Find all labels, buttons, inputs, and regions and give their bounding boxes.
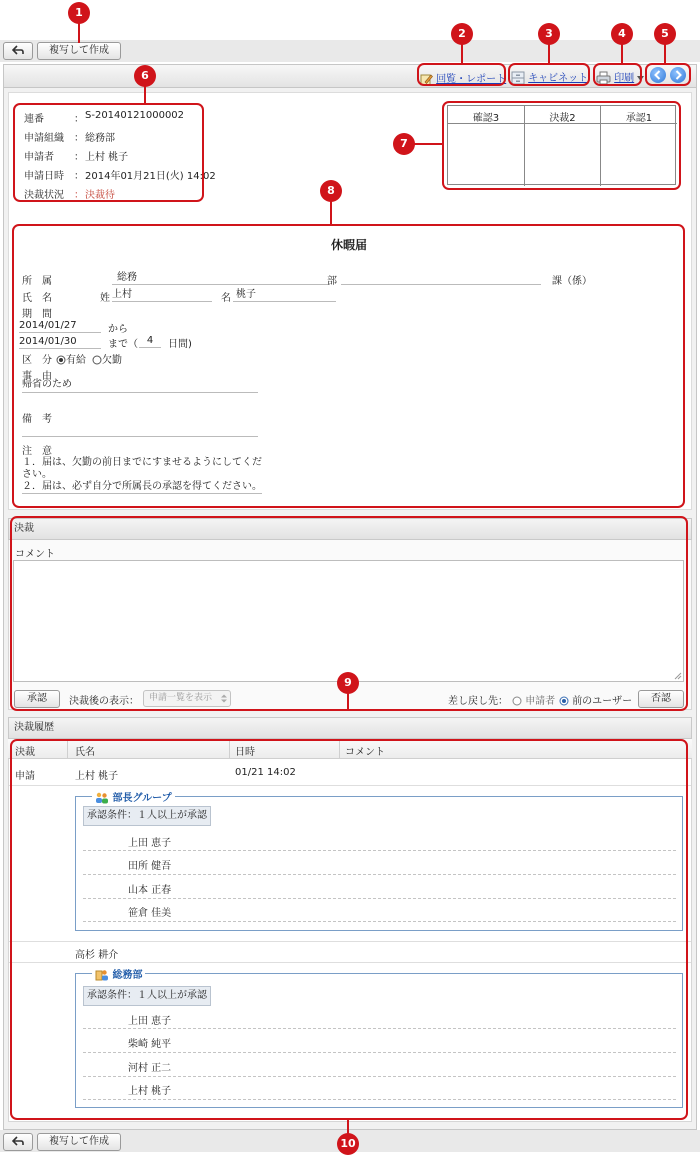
sei-field[interactable]: 上村 <box>112 288 212 302</box>
bu-label: 部 <box>327 276 337 287</box>
group-name-general-affairs: 総務部 <box>112 970 143 981</box>
member-name: 上田 恵子 <box>128 1016 172 1027</box>
name-label: 氏 名 <box>22 293 52 304</box>
info-colon: ： <box>74 152 84 163</box>
decision-header: 決裁 <box>8 518 692 540</box>
member-name: 上田 恵子 <box>128 838 172 849</box>
callout-7: 7 <box>393 133 415 155</box>
col-name: 氏名 <box>75 747 95 758</box>
annotation-box-6 <box>13 103 204 202</box>
callout-9: 9 <box>337 672 359 694</box>
approval-header-confirm3: 確認3 <box>472 113 500 124</box>
sei-label: 姓 <box>100 293 110 304</box>
annotation-box-10 <box>10 739 688 1120</box>
col-decision: 決裁 <box>15 747 35 758</box>
back-arrow-icon <box>12 45 24 55</box>
info-value-serial: S-20140121000002 <box>85 110 185 121</box>
group-name-manager: 部長グループ <box>112 793 172 804</box>
to-suffix: まで（ <box>108 339 138 350</box>
period-label: 期 間 <box>22 309 52 320</box>
annotation-box-8 <box>12 224 685 508</box>
member-name: 河村 正二 <box>128 1063 172 1074</box>
info-colon: ： <box>74 114 84 125</box>
annotation-box-7 <box>442 101 681 190</box>
back-arrow-icon <box>12 1136 24 1146</box>
callout-line-9 <box>347 693 349 711</box>
annotation-box-2 <box>417 63 506 86</box>
approval-header-decision2: 決裁2 <box>549 113 576 124</box>
callout-10: 10 <box>337 1133 359 1155</box>
callout-2: 2 <box>451 23 473 45</box>
return-to-label: 差し戻し先： <box>448 696 508 707</box>
ka-label: 課（係） <box>552 276 592 287</box>
callout-4: 4 <box>611 23 633 45</box>
callout-line-4 <box>621 43 623 64</box>
reason-label: 事 由 <box>22 371 52 382</box>
from-suffix: から <box>108 324 128 335</box>
dept-label: 所 属 <box>22 276 52 287</box>
callout-line-6 <box>144 85 146 104</box>
apply-datetime: 01/21 14:02 <box>235 767 296 778</box>
approve-button[interactable]: 承認 <box>14 690 60 708</box>
member-name: 上村 桃子 <box>128 1086 172 1097</box>
info-value-applicant: 上村 桃子 <box>85 152 129 163</box>
callout-line-3 <box>548 43 550 64</box>
reason-field[interactable]: 帰省のため <box>22 378 258 393</box>
print-label[interactable]: 印刷 <box>614 73 635 84</box>
reject-button[interactable]: 否認 <box>638 690 684 708</box>
info-label-datetime: 申請日時 <box>24 171 64 182</box>
annotation-box-4 <box>593 63 642 86</box>
type-paid-label: 有給 <box>66 355 86 366</box>
callout-8: 8 <box>320 180 342 202</box>
back-button[interactable] <box>3 42 33 60</box>
callout-line-2 <box>461 43 463 64</box>
member-name: 山本 正春 <box>128 885 172 896</box>
note-1: １．届は、欠勤の前日までにすませるようにしてください。 <box>22 457 262 480</box>
annotation-box-5 <box>645 63 691 86</box>
member-name: 笹倉 佳美 <box>128 908 172 919</box>
cabinet-label[interactable]: キャビネット <box>528 73 589 84</box>
back-button[interactable] <box>3 1133 33 1151</box>
from-date-field[interactable]: 2014/01/27 <box>19 319 101 333</box>
col-datetime: 日時 <box>235 747 255 758</box>
history-header: 決裁履歴 <box>8 717 692 739</box>
note-2: ２．届は、必ず自分で所属長の承認を得てください。 <box>22 481 262 492</box>
approver-name: 高杉 耕介 <box>75 950 119 961</box>
callout-line-7 <box>414 143 443 145</box>
info-label-applicant: 申請者 <box>24 152 54 163</box>
to-date-field[interactable]: 2014/01/30 <box>19 335 101 349</box>
mei-label: 名 <box>221 293 231 304</box>
circulate-report-label[interactable]: 回覧・レポート <box>436 74 507 85</box>
status-value: 決裁待 <box>85 190 115 201</box>
info-colon: ： <box>74 133 84 144</box>
approval-condition: 承認条件：１人以上が承認 <box>83 986 211 1006</box>
info-label-serial: 連番 <box>24 114 44 125</box>
dept-field[interactable]: 総務 <box>112 271 330 285</box>
return-prev-label: 前のユーザー <box>572 696 633 707</box>
remarks-label: 備 考 <box>22 414 52 425</box>
apply-type: 申請 <box>15 771 35 782</box>
info-colon: ： <box>74 171 84 182</box>
callout-6: 6 <box>134 65 156 87</box>
approval-condition: 承認条件：１人以上が承認 <box>83 806 211 826</box>
callout-line-8 <box>330 200 332 225</box>
callout-1: 1 <box>68 2 90 24</box>
apply-name: 上村 桃子 <box>75 771 119 782</box>
return-applicant-label: 申請者 <box>525 696 556 707</box>
col-comment: コメント <box>345 747 385 758</box>
info-label-org: 申請組織 <box>24 133 64 144</box>
callout-3: 3 <box>538 23 560 45</box>
type-label: 区 分 <box>22 355 52 366</box>
copy-create-button[interactable]: 複写して作成 <box>37 1133 121 1151</box>
after-display-value: 申請一覧を表示 <box>149 693 213 703</box>
type-absence-label: 欠勤 <box>102 355 122 366</box>
callout-5: 5 <box>654 23 676 45</box>
info-value-org: 総務部 <box>85 133 115 144</box>
days-suffix: 日間) <box>168 339 192 350</box>
info-colon: ： <box>74 190 84 201</box>
callout-line-5 <box>664 43 666 64</box>
notes-label: 注 意 <box>22 446 52 457</box>
approval-header-approve1: 承認1 <box>625 113 653 124</box>
member-name: 柴崎 純平 <box>128 1039 172 1050</box>
copy-create-button[interactable]: 複写して作成 <box>37 42 121 60</box>
annotation-box-3 <box>508 63 590 86</box>
form-title: 休暇届 <box>330 238 367 252</box>
info-label-status: 決裁状況 <box>24 190 64 201</box>
info-value-datetime: 2014年01月21日(火) 14:02 <box>85 171 216 182</box>
member-name: 田所 健吾 <box>128 861 172 872</box>
callout-line-1 <box>78 22 80 43</box>
days-field[interactable]: 4 <box>139 334 161 348</box>
after-display-label: 決裁後の表示： <box>69 696 139 707</box>
comment-label: コメント <box>15 549 55 560</box>
mei-field[interactable]: 桃子 <box>233 288 336 302</box>
